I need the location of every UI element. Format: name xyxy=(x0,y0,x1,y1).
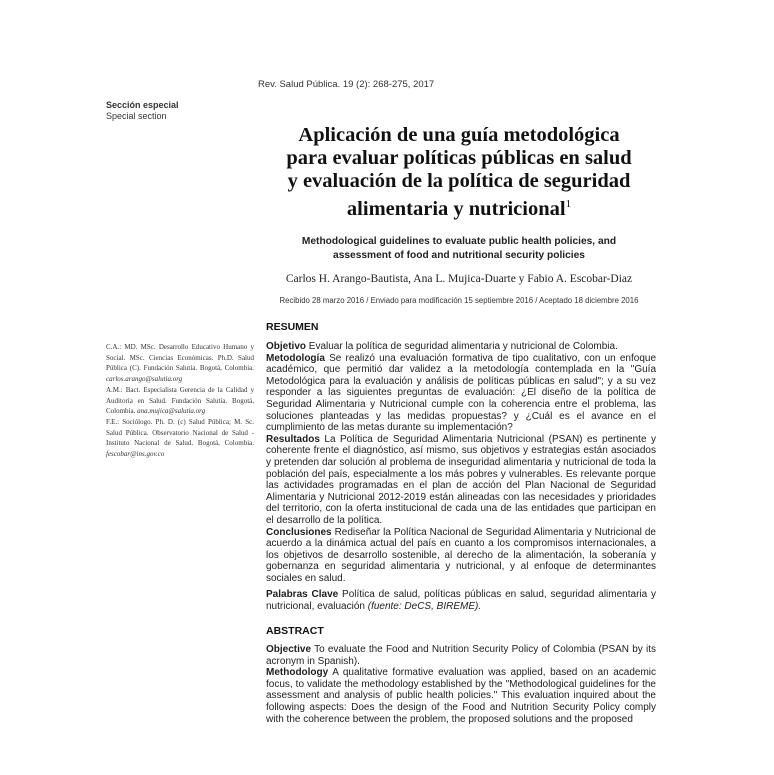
resumen-objetivo xyxy=(266,341,656,353)
abstract-heading: ABSTRACT xyxy=(266,625,324,637)
methodology-label: Methodology xyxy=(266,667,329,679)
abstract-body xyxy=(266,644,656,725)
affiliation-3-text: F.E.: Sociólogo. Ph. D. (c) Salud Pública; M. Sc. Salud Pública. Observatorio Nacional de Salud - Instituto Nacional de Salud. Bogotá, Colombia. xyxy=(106,417,254,448)
section-label-es: Sección especial xyxy=(106,100,179,110)
affiliation-1-text: C.A.: MD. MSc. Desarrollo Educativo Humano y Social. MSc. Ciencias Económicas. Ph.D. Salud Pública (C). Fundación Salutia. Bogotá, Colombia. xyxy=(106,343,254,373)
metodologia-label: Metodología xyxy=(266,352,325,364)
author-list: Carlos H. Arango-Bautista, Ana L. Mujica-Duarte y Fabio A. Escobar-Diaz xyxy=(285,273,633,285)
journal-citation: Rev. Salud Pública. 19 (2): 268-275, 2017 xyxy=(258,79,435,90)
objetivo-label: Objetivo xyxy=(266,341,307,352)
section-label xyxy=(106,100,179,122)
methodology-text: A qualitative formative evaluation was applied, based on an academic focus, to validate the methodology established by the "Methodological guidelines for the assessment and analysis of public health policies." This evaluation inquired about the following aspects: Does the design of the Food and Nutrition Security Policy comply with the coherence between the problem, the proposed solutions and the proposed xyxy=(266,667,656,725)
affiliation-3-email: fescobar@ins.gov.co xyxy=(106,450,165,459)
resumen-conclusiones xyxy=(266,527,656,585)
keywords-label: Palabras Clave xyxy=(266,589,339,600)
title-line-4-text: alimentaria y nutricional xyxy=(346,197,566,220)
conclusiones-label: Conclusiones xyxy=(266,526,332,538)
keywords-text: Política de salud, políticas públicas en salud, seguridad alimentaria y nutricional, evaluación xyxy=(266,589,656,612)
title-footnote-mark: 1 xyxy=(565,198,572,210)
affiliation-1 xyxy=(106,342,254,385)
objective-text: To evaluate the Food and Nutrition Security Policy of Colombia (PSAN by its acronym in Spanish). xyxy=(266,644,656,667)
objetivo-text: Evaluar la política de seguridad alimentaria y nutricional de Colombia. xyxy=(308,341,618,352)
affiliation-1-email: carlos.arango@salutia.org xyxy=(106,375,183,384)
abstract-objective xyxy=(266,644,656,667)
title-line-2: para evaluar políticas públicas en salud xyxy=(286,147,632,169)
resumen-resultados xyxy=(266,434,656,527)
english-title-line-1: Methodological guidelines to evaluate public health policies, and xyxy=(301,236,617,247)
section-label-en: Special section xyxy=(106,111,167,121)
objective-label: Objective xyxy=(266,644,312,655)
abstract-methodology xyxy=(266,667,656,725)
keywords-paragraph xyxy=(266,589,656,612)
submission-dates: Recibido 28 marzo 2016 / Enviado para modificación 15 septiembre 2016 / Aceptado 18 diciembre 2016 xyxy=(279,296,639,305)
conclusiones-text: Rediseñar la Política Nacional de Seguridad Alimentaria y Nutricional de acuerdo a la dinámica actual del país en cuanto a los compromisos internacionales, a los objetivos de desarrollo sostenible, al derecho de la alimentación, la soberanía y gobernanza en seguridad alimentaria y nutricional, y al enfoque de determinantes sociales en salud. xyxy=(266,526,656,584)
metodologia-text: Se realizó una evaluación formativa de tipo cualitativo, con un enfoque académico, que permitió dar validez a la metodología contemplada en la "Guía Metodológica para la evaluación y análisis de políticas públicas en salud"; y a su vez responder a las siguientes preguntas de evaluación: ¿El diseño de la política de Seguridad Alimentaria y Nutricional cumple con la coherencia entre el problema, las soluciones planteadas y las medidas propuestas? y ¿Cuál es el avance en el cumplimiento de las metas durante su implementación? xyxy=(266,352,657,434)
affiliation-2-email: ana.mujica@salutia.org xyxy=(137,407,206,416)
resumen-metodologia xyxy=(266,353,656,434)
author-affiliations xyxy=(106,342,254,460)
resultados-text: La Política de Seguridad Alimentaria Nutricional (PSAN) es pertinente y coherente frente el diagnóstico, así mismo, sus objetivos y estrategias están asociados y pretenden dar solución al problema de inseguridad alimentaria y nutricional de toda la población del país, especialmente a los más pobres y vulnerables. Es relevante porque las actividades programadas en el plan de acción del Plan Nacional de Seguridad Alimentaria y Nutricional 2012-2019 están alineadas con las necesidades y prioridades del territorio, con la oferta institucional de cada una de las entidades que participan en el desarrollo de la política. xyxy=(266,433,656,526)
keywords-block xyxy=(266,589,656,612)
affiliation-3 xyxy=(106,417,254,460)
affiliation-2-text: A.M.: Bact. Especialista Gerencia de la Calidad y Auditoría en Salud. Fundación Salutia. Bogotá, Colombia. xyxy=(106,385,254,416)
resumen-body xyxy=(266,341,656,584)
keywords-source: (fuente: DeCS, BIREME). xyxy=(367,600,482,612)
article-title xyxy=(262,124,656,221)
title-line-4 xyxy=(262,193,656,221)
english-title-line-2: assessment of food and nutritional security policies xyxy=(333,250,585,261)
english-title xyxy=(266,235,652,263)
resultados-label: Resultados xyxy=(266,433,320,445)
resumen-heading: RESUMEN xyxy=(266,321,319,333)
title-line-3: y evaluación de la política de seguridad xyxy=(287,170,631,192)
title-line-1: Aplicación de una guía metodológica xyxy=(298,124,620,146)
affiliation-2 xyxy=(106,385,254,417)
